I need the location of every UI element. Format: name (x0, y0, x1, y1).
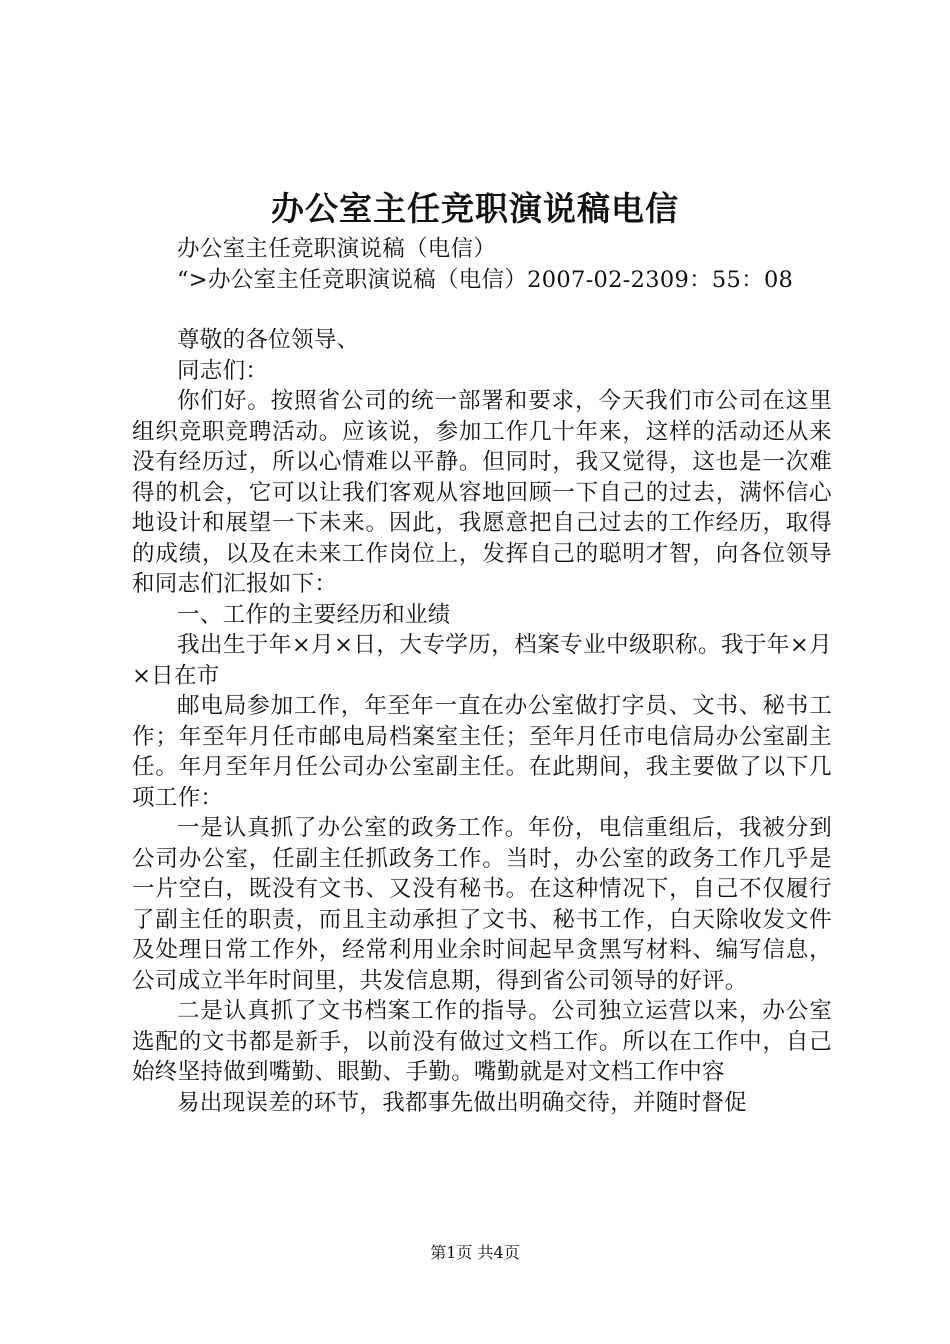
document-body (132, 234, 832, 1118)
paragraph: 二是认真抓了文书档案工作的指导。公司独立运营以来，办公室选配的文书都是新手，以前没有做过文档工作。所以在工作中，自己始终坚持做到嘴勤、眼勤、手勤。嘴勤就是对文档工作中容 (132, 998, 832, 1085)
paragraph: 易出现误差的环节，我都事先做出明确交待，并随时督促 (177, 1089, 748, 1116)
document-title: 办公室主任竞职演说稿电信 (271, 189, 679, 228)
header-line: 办公室主任竞职演说稿（电信） (177, 236, 497, 262)
paragraph: 同志们： (177, 357, 269, 384)
section-heading: 一、工作的主要经历和业绩 (177, 601, 451, 628)
paragraph: 一是认真抓了办公室的政务工作。年份，电信重组后，我被分到公司办公室，任副主任抓政务工作。当时，办公室的政务工作几乎是一片空白，既没有文书、又没有秘书。在这种情况下，自己不仅履行了副主任的职责，而且主动承担了文书、秘书工作，白天除收发文件及处理日常工作外，经常利用业余时间起早贪黑写材料、编写信息，公司成立半年时间里，共发信息期，得到省公司领导的好评。 (132, 815, 832, 994)
header-line: “>办公室主任竞职演说稿（电信）2007-02-2309：55：08 (177, 266, 794, 293)
blank-line (132, 295, 832, 325)
paragraph: 我出生于年×月×日，大专学历，档案专业中级职称。我于年×月×日在市 (132, 632, 832, 689)
paragraph: 邮电局参加工作，年至年一直在办公室做打字员、文书、秘书工作；年至年月任市邮电局档案室主任；至年月任市电信局办公室副主任。年月至年月任公司办公室副主任。在此期间，我主要做了以下几项工作： (132, 693, 832, 811)
paragraph: 尊敬的各位领导、 (177, 327, 360, 353)
paragraph: 你们好。按照省公司的统一部署和要求，今天我们市公司在这里组织竞职竞聘活动。应该说，参加工作几十年来，这样的活动还从来没有经历过，所以心情难以平静。但同时，我又觉得，这也是一次难得的机会，它可以让我们客观从容地回顾一下自己的过去，满怀信心地设计和展望一下未来。因此，我愿意把自己过去的工作经历，取得的成绩，以及在未来工作岗位上，发挥自己的聪明才智，向各位领导和同志们汇报如下： (132, 388, 832, 597)
page-footer: 第1页 共4页 (430, 1243, 520, 1262)
